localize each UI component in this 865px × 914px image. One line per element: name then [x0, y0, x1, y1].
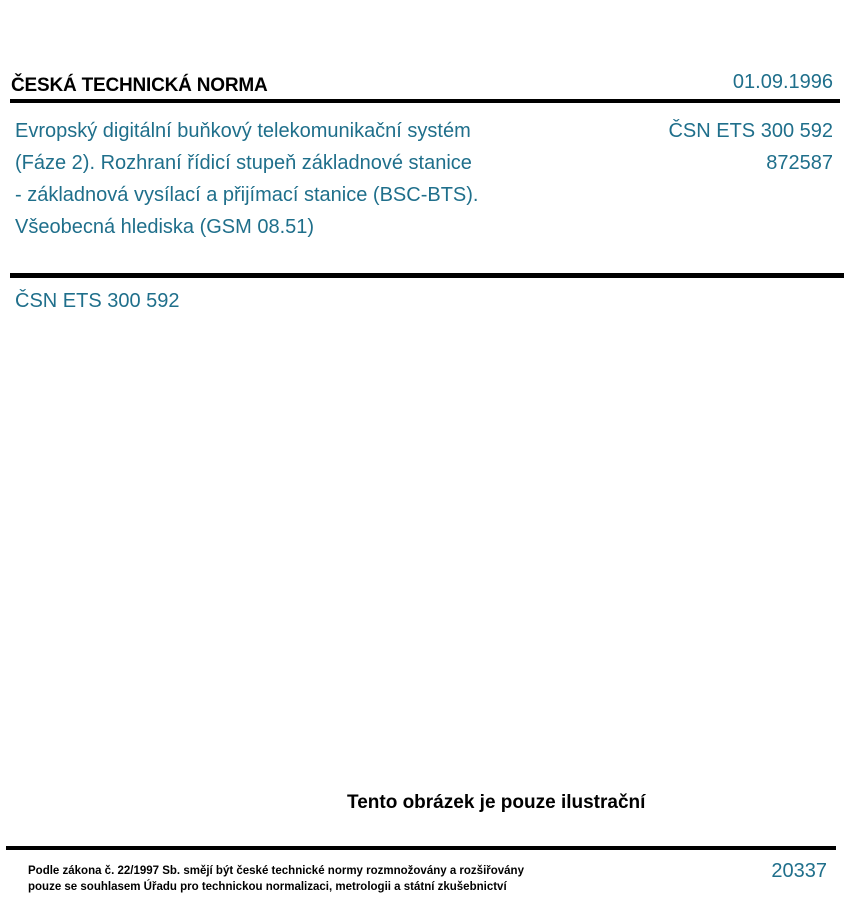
title-line: (Fáze 2). Rozhraní řídicí stupeň základnové stanice: [15, 152, 472, 174]
illustration-note: Tento obrázek je pouze ilustrační: [347, 792, 646, 813]
title-divider: [10, 273, 844, 278]
title-line: Všeobecná hlediska (GSM 08.51): [15, 216, 315, 238]
footer-divider: [6, 846, 836, 850]
title-line: Evropský digitální buňkový telekomunikační systém: [15, 120, 471, 142]
document-title: [15, 115, 478, 243]
standard-designation: ČSN ETS 300 592: [668, 120, 833, 142]
header-divider: [10, 99, 840, 103]
legal-notice: [28, 863, 524, 895]
title-line: - základnová vysílací a přijímací stanice (BSC-BTS).: [15, 184, 479, 206]
standard-label: ČESKÁ TECHNICKÁ NORMA: [11, 75, 268, 96]
legal-line: Podle zákona č. 22/1997 Sb. smějí být české technické normy rozmnožovány a rozšiřovány: [28, 865, 524, 877]
class-number: 872587: [766, 152, 833, 174]
document-id: ČSN ETS 300 592: [15, 290, 180, 312]
publication-date: 01.09.1996: [732, 71, 833, 93]
legal-line: pouze se souhlasem Úřadu pro technickou normalizaci, metrologii a státní zkušebnictví: [28, 881, 507, 893]
page-number: 20337: [771, 860, 827, 882]
standard-codes: [668, 115, 833, 179]
